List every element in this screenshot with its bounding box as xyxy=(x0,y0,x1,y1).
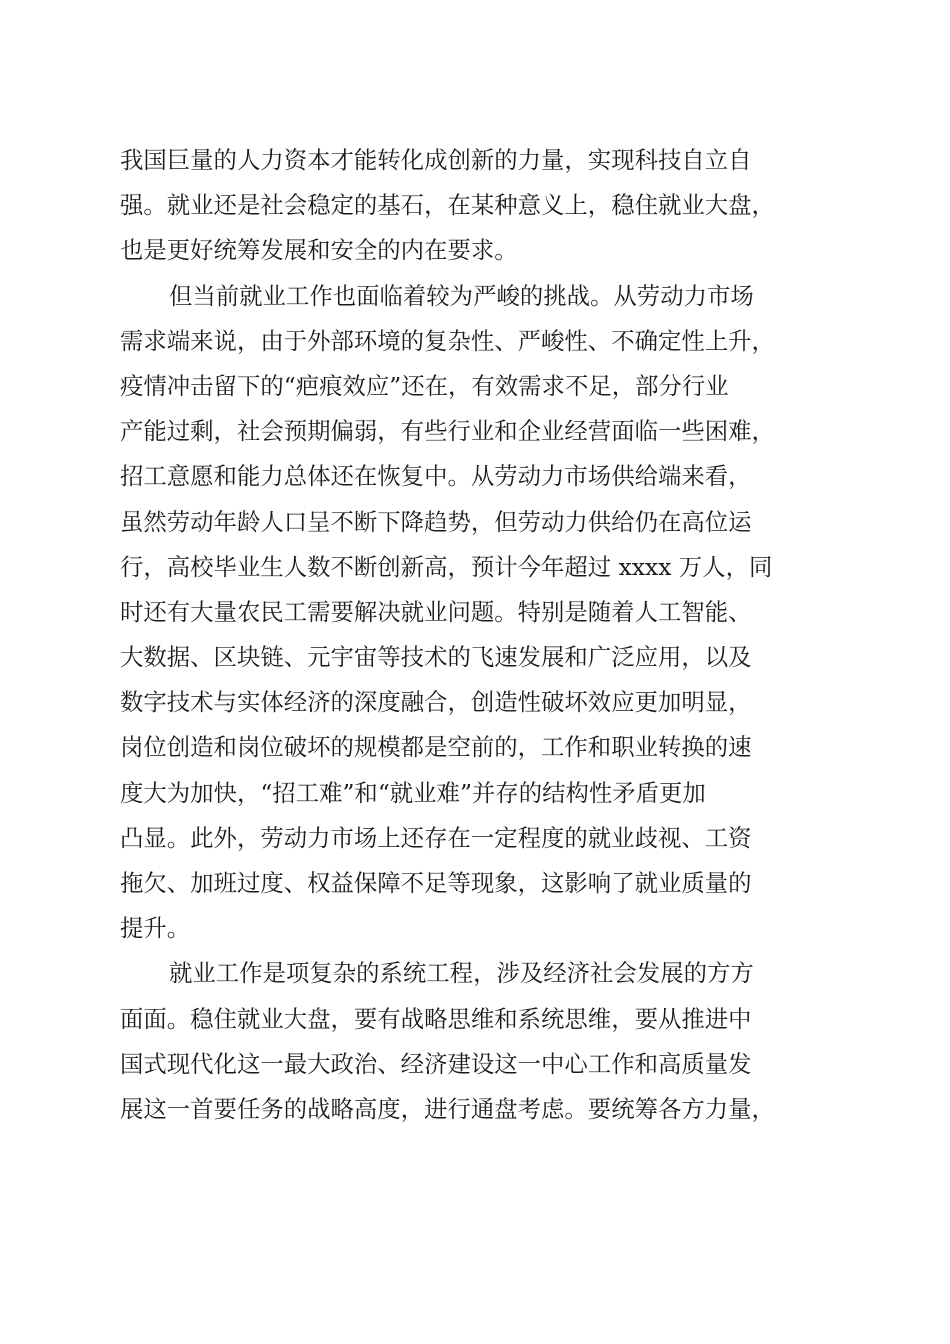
text-line: 就业工作是项复杂的系统工程，涉及经济社会发展的方方 xyxy=(169,959,754,988)
paragraph-continuation xyxy=(120,138,840,274)
text-line: 也是更好统筹发展和安全的内在要求。 xyxy=(120,236,518,265)
text-line: 岗位创造和岗位破坏的规模都是空前的，工作和职业转换的速 xyxy=(120,733,752,762)
text-line: 但当前就业工作也面临着较为严峻的挑战。从劳动力市场 xyxy=(169,281,754,310)
body-text xyxy=(120,138,840,1132)
text-line: 拖欠、加班过度、权益保障不足等现象，这影响了就业质量的 xyxy=(120,869,752,897)
text-line: 展这一首要任务的战略高度，进行通盘考虑。要统筹各方力量， xyxy=(120,1094,775,1123)
text-line: 国式现代化这一最大政治、经济建设这一中心工作和高质量发 xyxy=(120,1049,752,1078)
text-line: 行，高校毕业生人数不断创新高，预计今年超过 xxxx 万人，同 xyxy=(120,552,773,581)
paragraph-employment-challenges xyxy=(120,274,840,952)
paragraph-systematic-approach xyxy=(120,951,840,1132)
text-line: 我国巨量的人力资本才能转化成创新的力量，实现科技自立自 xyxy=(120,146,752,174)
text-line: 度大为加快，“招工难”和“就业难”并存的结构性矛盾更加 xyxy=(120,778,706,807)
text-line: 需求端来说，由于外部环境的复杂性、严峻性、不确定性上升， xyxy=(120,326,775,355)
text-line: 时还有大量农民工需要解决就业问题。特别是随着人工智能、 xyxy=(120,597,752,626)
text-line: 产能过剩，社会预期偏弱，有些行业和企业经营面临一些困难， xyxy=(120,417,775,446)
text-line: 大数据、区块链、元宇宙等技术的飞速发展和广泛应用，以及 xyxy=(120,643,752,672)
text-line: 提升。 xyxy=(120,914,191,943)
text-line: 凸显。此外，劳动力市场上还存在一定程度的就业歧视、工资 xyxy=(120,823,752,852)
text-line: 数字技术与实体经济的深度融合，创造性破坏效应更加明显， xyxy=(120,688,752,717)
text-line: 招工意愿和能力总体还在恢复中。从劳动力市场供给端来看， xyxy=(120,462,752,491)
text-line: 强。就业还是社会稳定的基石，在某种意义上，稳住就业大盘， xyxy=(120,191,775,220)
text-line: 面面。稳住就业大盘，要有战略思维和系统思维，要从推进中 xyxy=(120,1004,752,1033)
text-line: 虽然劳动年龄人口呈不断下降趋势，但劳动力供给仍在高位运 xyxy=(120,507,752,536)
text-line: 疫情冲击留下的“疤痕效应”还在，有效需求不足，部分行业 xyxy=(120,371,729,400)
